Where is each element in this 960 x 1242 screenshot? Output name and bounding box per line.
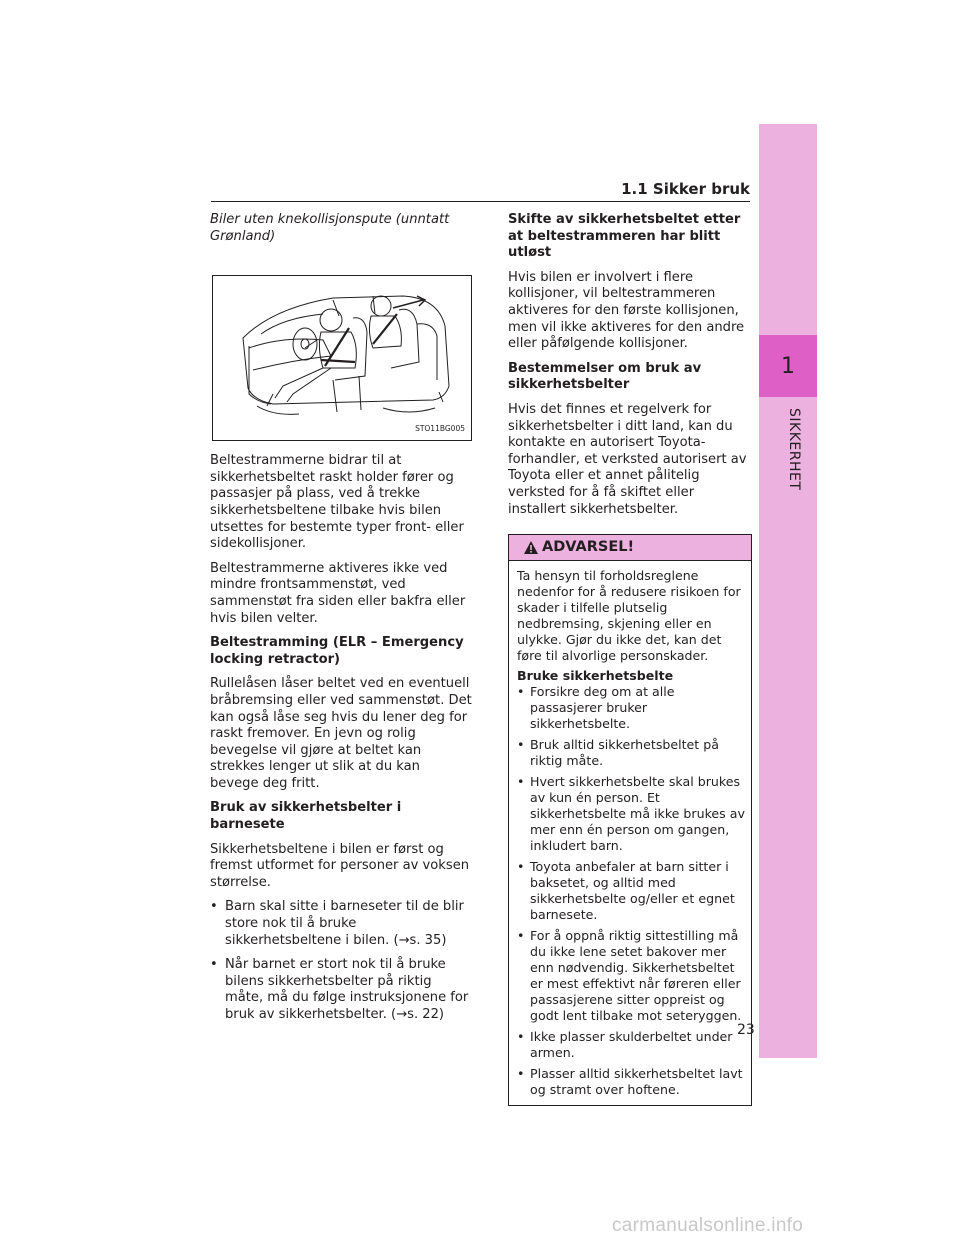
warning-header (509, 535, 751, 561)
figure-code: STO11BG005 (415, 423, 465, 433)
subheading: Bestemmelser om bruk av sikkerhetsbelter (508, 360, 702, 393)
paragraph: Hvis bilen er involvert i flere kollisjoner, vil beltestrammeren aktiveres for den første kollisjonen, men vil ikke aktiveres for den andre eller påfølgende kollisjoner. (508, 269, 745, 352)
paragraph: Beltestrammerne bidrar til at sikkerhetsbeltet raskt holder fører og passasjer på plass, ved å trekke sikkerhetsbeltene tilbake hvis bilen utsettes for bestemte typer front- eller sidekollisjoner. (210, 453, 464, 552)
list-item-text: Plasser alltid sikkerhetsbeltet lavt og stramt over hoftene. (530, 1066, 743, 1098)
paragraph: Beltestrammerne aktiveres ikke ved mindre frontsammenstøt, ved sammenstøt fra siden eller bakfra eller hvis bilen velter. (210, 560, 466, 626)
header-rule (211, 201, 750, 202)
bullet-mark: • (517, 928, 525, 944)
warning-intro: Ta hensyn til forholdsreglene nedenfor for å redusere risikoen for skader i tilfelle plutselig nedbremsing, skjening eller en ulykke. Gjør du ikke det, kan det føre til alvorlige personskader. (517, 568, 741, 664)
bullet-mark: • (210, 899, 218, 915)
list-item-text: Barn skal sitte i barneseter til de blir store nok til å bruke sikkerhetsbeltene i bilen. (→s. 35) (225, 899, 464, 948)
chapter-number: 1 (759, 335, 817, 397)
subheading: Skifte av sikkerhetsbeltet etter at beltestrammeren har blitt utløst (508, 212, 741, 261)
bullet-mark: • (517, 859, 525, 875)
list-item-text: Hvert sikkerhetsbelte skal brukes av kun én person. Et sikkerhetsbelte må ikke brukes av mer enn én person om gangen, inkludert barn. (530, 774, 745, 854)
bullet-mark: • (210, 957, 218, 973)
left-column (210, 212, 472, 1032)
list-item (517, 684, 745, 732)
chapter-side-tab (759, 124, 817, 1058)
list-item (517, 1029, 745, 1061)
paragraph: Hvis det finnes et regelverk for sikkerhetsbelter i ditt land, kan du kontakte en autorisert Toyota-forhandler, et verksted autorisert av Toyota eller et annet pålitelig verksted for å få skiftet eller installert sikkerhetsbelter. (508, 401, 747, 517)
list-item (517, 928, 745, 1024)
bullet-mark: • (517, 737, 525, 753)
seatbelt-illustration (212, 275, 472, 441)
subheading: Beltestramming (ELR – Emergency locking retractor) (210, 635, 464, 667)
list-item (517, 737, 745, 769)
chapter-name: SIKKERHET (786, 408, 802, 491)
right-column (508, 212, 752, 1106)
subheading: Bruk av sikkerhetsbelter i barnesete (210, 800, 402, 833)
list-item-text: Forsikre deg om at alle passasjerer bruker sikkerhetsbelte. (530, 684, 675, 732)
warning-triangle-icon (523, 540, 539, 556)
list-item-text: For å oppnå riktig sittestilling må du ikke lene setet bakover mer enn nødvendig. Sikkerhetsbeltet er mest effektivt når føreren eller passasjerene sitter oppreist og godt lent tilbake mot seteryggen. (530, 928, 742, 1024)
warning-body (509, 561, 751, 1105)
warning-title: ADVARSEL! (542, 539, 635, 556)
figure-caption: Biler uten knekollisjonspute (unntatt Grønland) (210, 212, 450, 244)
list-item (517, 859, 745, 923)
warning-box (508, 534, 752, 1106)
list-item-text: Ikke plasser skulderbeltet under armen. (530, 1029, 733, 1061)
list-item-text: Når barnet er stort nok til å bruke bilens sikkerhetsbelter på riktig måte, må du følge instruksjonene for bruk av sikkerhetsbelter. (→s. 22) (225, 957, 469, 1022)
watermark: carmanualsonline.info (612, 1215, 804, 1236)
page-number: 23 (737, 1022, 755, 1038)
list-item-text: Toyota anbefaler at barn sitter i baksetet, og alltid med sikkerhetsbelte og/eller et egnet barnesete. (530, 859, 735, 923)
section-title: 1.1 Sikker bruk (621, 180, 750, 198)
paragraph: Rullelåsen låser beltet ved en eventuell bråbremsing eller ved sammenstøt. Det kan også låse seg hvis du lener deg for raskt fremover. En jevn og rolig bevegelse vil gjøre at beltet kan strekkes lenger ut slik at du kan bevege deg fritt. (210, 676, 472, 791)
list-item (210, 899, 472, 949)
list-item (517, 1066, 745, 1098)
bullet-mark: • (517, 1029, 525, 1045)
list-item-text: Bruk alltid sikkerhetsbeltet på riktig måte. (530, 737, 719, 769)
bullet-mark: • (517, 1066, 525, 1082)
list-item (210, 957, 472, 1023)
paragraph: Sikkerhetsbeltene i bilen er først og fremst utformet for personer av voksen størrelse. (210, 841, 470, 890)
list-item (517, 774, 745, 854)
bullet-mark: • (517, 774, 525, 790)
bullet-mark: • (517, 684, 525, 700)
warning-subheading: Bruke sikkerhetsbelte (517, 668, 674, 684)
car-interior-drawing (213, 276, 471, 440)
